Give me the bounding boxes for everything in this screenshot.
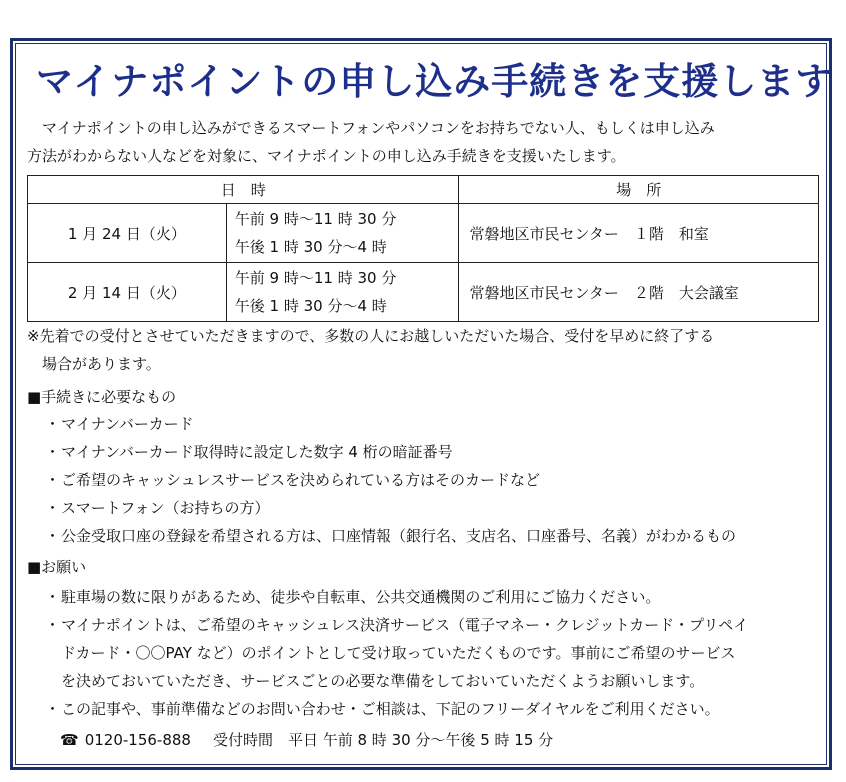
list-item-continued: を決めておいていただき、サービスごとの必要な準備をしておいていただくようお願いします。 [61, 672, 705, 690]
phone-number: 0120-156-888 [84, 731, 191, 749]
note-line: 場合があります。 [42, 355, 161, 373]
time-afternoon: 午後 1 時 30 分～4 時 [234, 297, 387, 315]
list-item-continued: ドカード・〇〇PAY など）のポイントとして受け取っていただくものです。事前にご希望のサービス [61, 644, 736, 662]
first-come-note [27, 322, 827, 378]
table-row [28, 263, 819, 322]
table-row [28, 204, 819, 263]
list-item: ・マイナンバーカード取得時に設定した数字 4 桁の暗証番号 [45, 443, 453, 461]
phone-icon: ☎ [60, 731, 79, 749]
note-line: ※先着での受付とさせていただきますので、多数の人にお越しいただいた場合、受付を早めに終了する [27, 327, 715, 345]
row-date: 2 月 14 日（火） [28, 263, 227, 322]
contact-line [60, 726, 553, 754]
list-item: ・スマートフォン（お持ちの方） [45, 499, 270, 517]
time-afternoon: 午後 1 時 30 分～4 時 [234, 238, 387, 256]
time-morning: 午前 9 時～11 時 30 分 [234, 269, 397, 287]
reception-hours: 受付時間 平日 午前 8 時 30 分～午後 5 時 15 分 [212, 731, 554, 749]
table-header-row [28, 176, 819, 204]
list-item: ・マイナポイントは、ご希望のキャッシュレス決済サービス（電子マネー・クレジットカード・プリペイ [45, 616, 749, 634]
time-morning: 午前 9 時～11 時 30 分 [234, 210, 397, 228]
list-item: ・公金受取口座の登録を希望される方は、口座情報（銀行名、支店名、口座番号、名義）がわかるもの [45, 527, 737, 545]
page-title: マイナポイントの申し込み手続きを支援します [36, 60, 834, 103]
row-venue: 常磐地区市民センター １階 和室 [459, 204, 819, 263]
row-time [226, 263, 459, 322]
row-time [226, 204, 459, 263]
intro-line: 方法がわからない人などを対象に、マイナポイントの申し込み手続きを支援いたします。 [27, 147, 626, 165]
list-item: ・ご希望のキャッシュレスサービスを決められている方はそのカードなど [45, 471, 540, 489]
list-item: ・マイナンバーカード [45, 415, 194, 433]
header-datetime: 日 時 [28, 176, 459, 204]
requests-heading: ■お願い [27, 558, 87, 576]
row-venue: 常磐地区市民センター ２階 大会議室 [459, 263, 819, 322]
requirements-list [45, 410, 736, 550]
requirements-heading: ■手続きに必要なもの [27, 388, 177, 406]
schedule-table [27, 175, 819, 322]
requests-list [45, 583, 748, 723]
list-item: ・この記事や、事前準備などのお問い合わせ・ご相談は、下記のフリーダイヤルをご利用ください。 [45, 700, 720, 718]
header-venue: 場 所 [459, 176, 819, 204]
list-item: ・駐車場の数に限りがあるため、徒歩や自転車、公共交通機関のご利用にご協力ください。 [45, 588, 661, 606]
row-date: 1 月 24 日（火） [28, 204, 227, 263]
intro-line: マイナポイントの申し込みができるスマートフォンやパソコンをお持ちでない人、もしくは申し込み [42, 119, 715, 137]
intro-paragraph [27, 114, 827, 170]
